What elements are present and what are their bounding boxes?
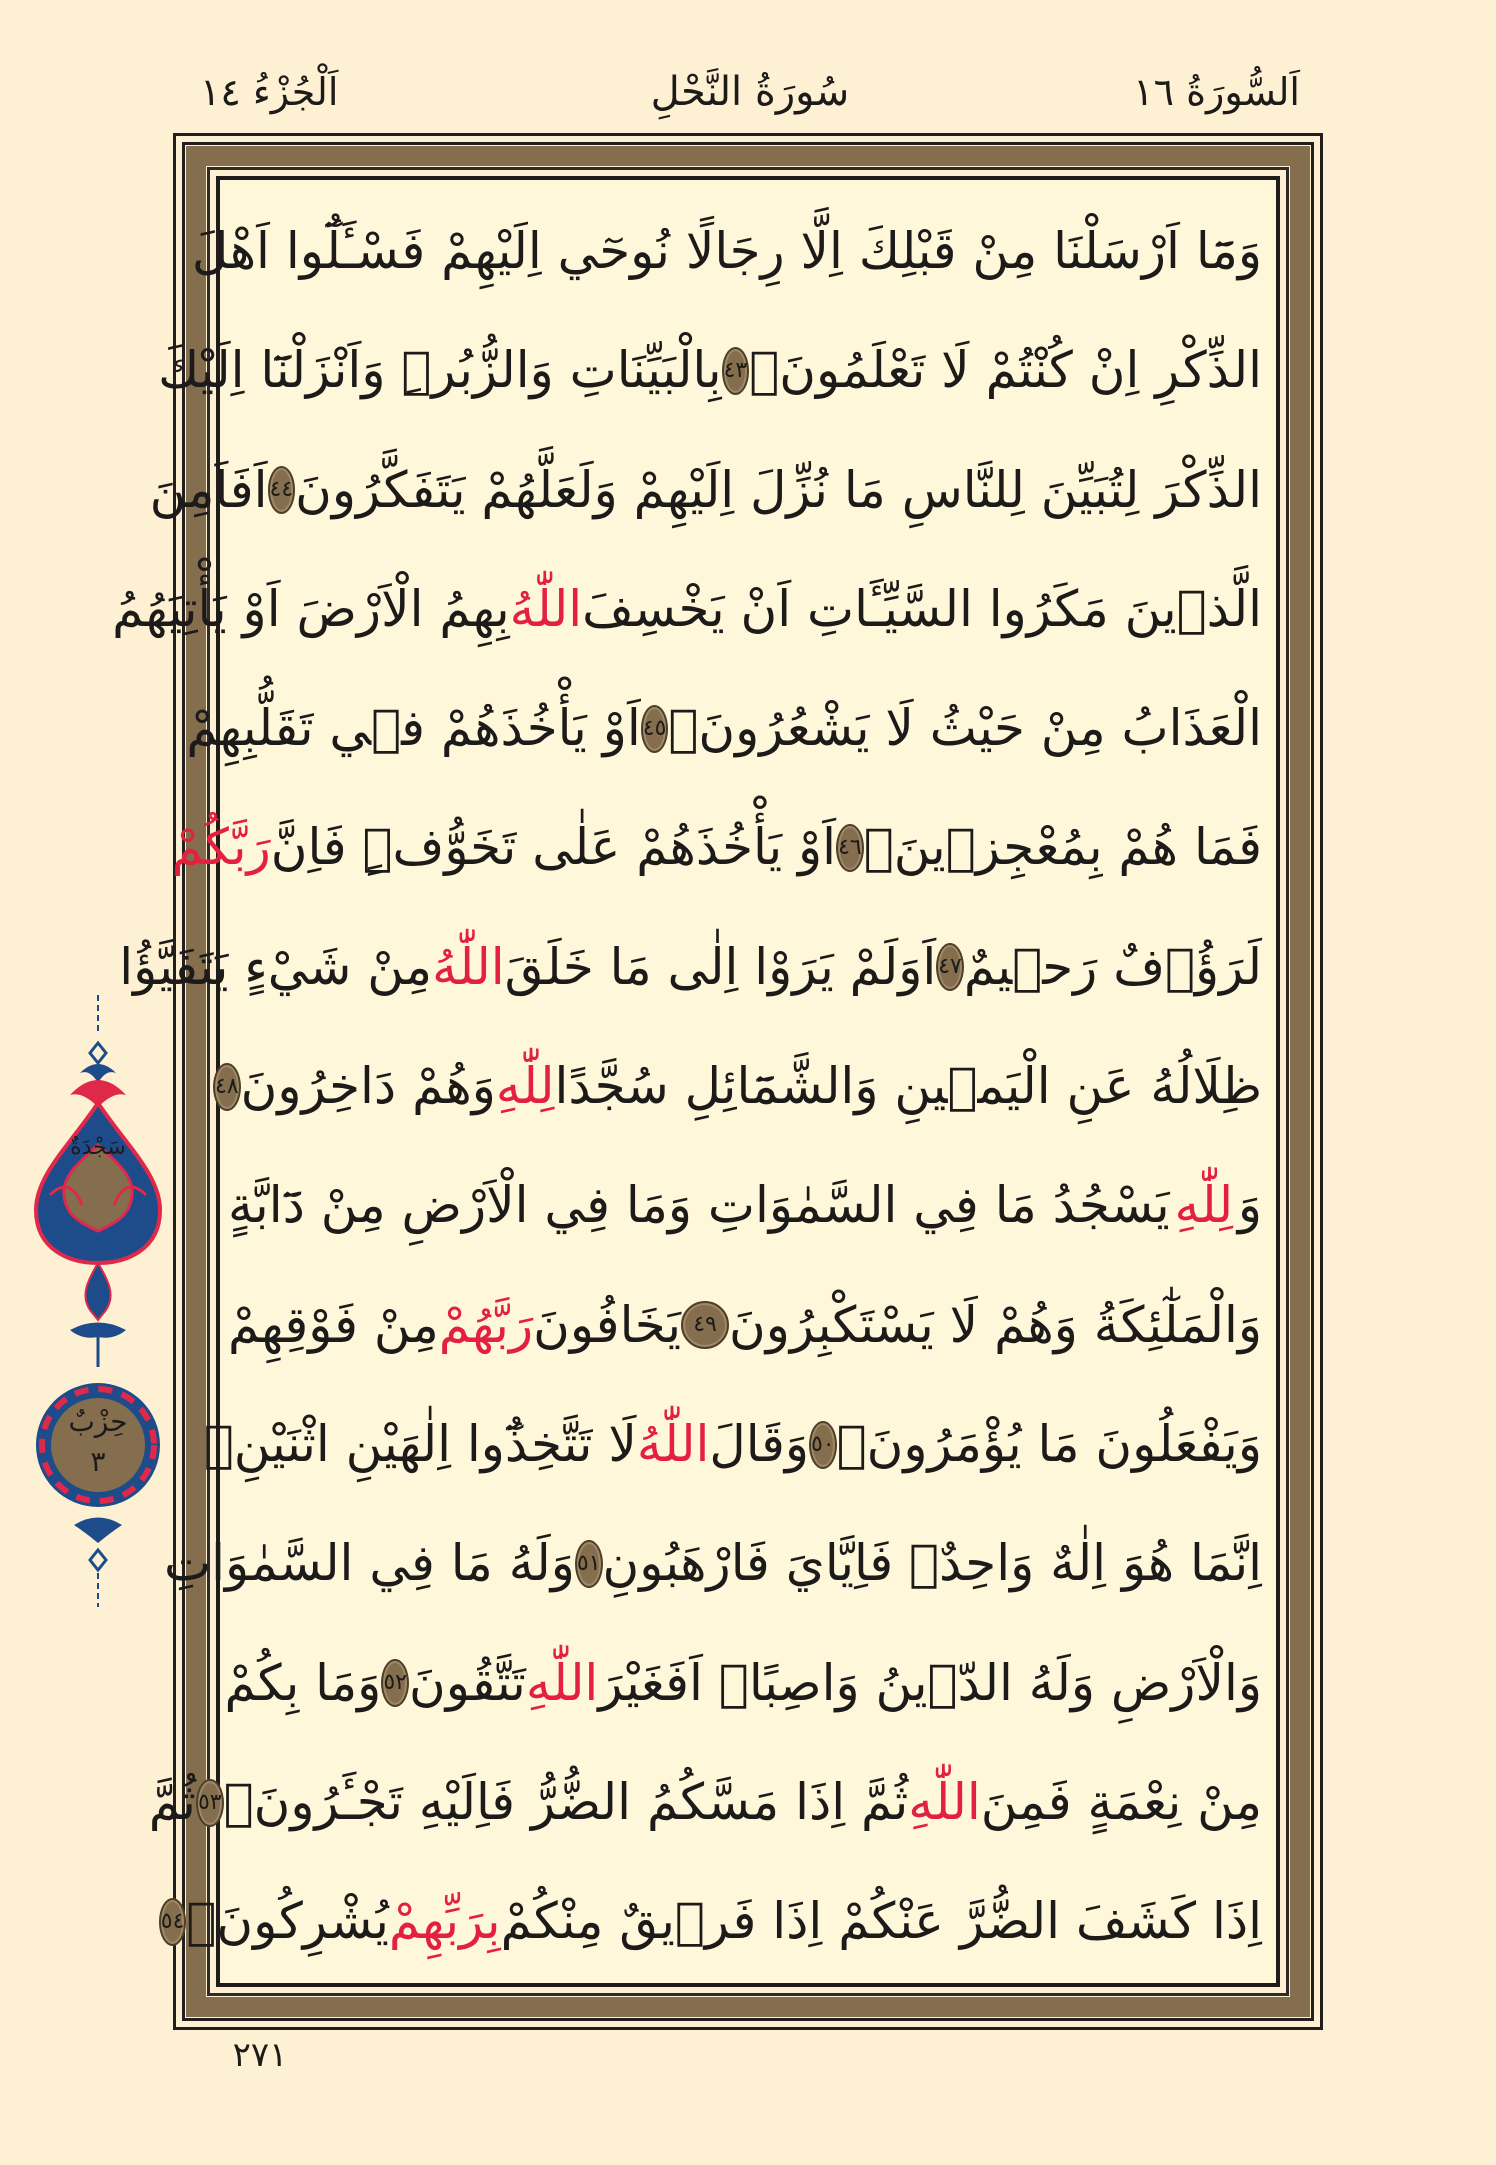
ayah-marker-icon: ٤٩: [681, 1301, 729, 1349]
sajdah-hizb-ornament-icon: [30, 995, 166, 1607]
juz-header: اَلْجُزْءُ ١٤: [200, 70, 339, 114]
ayah-marker-icon: ٥٣: [196, 1779, 224, 1827]
verse-text: مِنْ نِعْمَةٍ فَمِنَ: [980, 1772, 1262, 1831]
ayah-marker-icon: ٤٣: [722, 347, 750, 395]
margin-ornament-sajdah-hizb: [30, 995, 166, 1607]
verse-text: اَوْ يَأْخُذَهُمْ ف۪ي تَقَلُّبِهِمْ: [186, 699, 641, 758]
highlighted-word: رَبَّكُمْ: [171, 818, 271, 877]
verse-text: ثُمَّ: [148, 1772, 196, 1831]
text-line: [112, 550, 1262, 669]
verse-text: تَتَّقُونَ: [408, 1653, 526, 1712]
page-number: ٢٧١: [232, 2035, 288, 2075]
verse-text: الذِّكْرَ لِتُبَيِّنَ لِلنَّاسِ مَا نُزِّلَ اِلَيْهِمْ وَلَعَلَّهُمْ يَتَفَكَّرُونَ: [295, 460, 1262, 519]
ayah-marker-icon: ٤٨: [213, 1063, 241, 1111]
hizb-number: ٣: [90, 1445, 106, 1478]
verse-text: بِهِمُ الْاَرْضَ اَوْ يَأْتِيَهُمُ: [112, 579, 510, 638]
verse-text: وَالْاَرْضِ وَلَهُ الدّ۪ينُ وَاصِبًاۜ اَفَغَيْرَ: [598, 1653, 1262, 1712]
verse-text: اِذَا كَشَفَ الضُّرَّ عَنْكُمْ اِذَا فَر۪يقٌ مِنْكُمْ: [500, 1892, 1262, 1951]
ayah-marker-icon: ٥١: [575, 1540, 603, 1588]
verse-text: اَوَلَمْ يَرَوْا اِلٰى مَا خَلَقَ: [504, 937, 937, 996]
verse-text: فَمَا هُمْ بِمُعْجِز۪ينَۙ: [863, 818, 1262, 877]
highlighted-word: لِلّٰهِ: [1174, 1176, 1234, 1235]
verse-text: وَهُمْ دَاخِرُونَ: [240, 1057, 496, 1116]
verse-text: لَرَؤُ۫فٌ رَح۪يمٌ: [963, 937, 1262, 996]
highlighted-word: لِلّٰهِ: [495, 1057, 555, 1116]
highlighted-word: اللّٰهُ: [636, 1414, 710, 1473]
ayah-marker-icon: ٤٤: [268, 466, 296, 514]
verse-text: ظِلَالُهُ عَنِ الْيَم۪ينِ وَالشَّمَٓائِلِ سُجَّدًا: [554, 1057, 1262, 1116]
verse-text: مِنْ شَيْءٍ يَتَفَيَّؤُا: [119, 937, 433, 996]
verse-text: اِنَّمَا هُوَ اِلٰهٌ وَاحِدٌۚ فَاِيَّايَ فَارْهَبُونِ: [602, 1534, 1262, 1593]
text-line: [191, 192, 1262, 311]
highlighted-word: رَبَّهُمْ: [438, 1295, 534, 1354]
ayah-marker-icon: ٥٠: [809, 1421, 837, 1469]
sajdah-label: سَجْدَةٌ: [70, 1135, 126, 1160]
verse-text: وَالْمَلٰٓئِكَةُ وَهُمْ لَا يَسْتَكْبِرُونَ: [729, 1295, 1262, 1354]
verse-text: ثُمَّ اِذَا مَسَّكُمُ الضُّرُّ فَاِلَيْهِ تَجْـَٔرُونَۚ: [223, 1772, 909, 1831]
verse-text: وَقَالَ: [709, 1414, 809, 1473]
highlighted-word: اللّٰهِ: [525, 1653, 599, 1712]
verse-text: وَيَفْعَلُونَ مَا يُؤْمَرُونَ۠: [836, 1414, 1262, 1473]
verse-text: لَا تَتَّخِذُٓوا اِلٰهَيْنِ اثْنَيْنِۚ: [203, 1414, 637, 1473]
text-line: [186, 669, 1262, 788]
text-line: [119, 908, 1262, 1027]
verse-text: الْعَذَابُ مِنْ حَيْثُ لَا يَشْعُرُونَۙ: [668, 699, 1262, 758]
hizb-label: حِزْبٌ: [68, 1405, 128, 1438]
text-line: [171, 788, 1262, 907]
verse-text: يَسْجُدُ مَا فِي السَّمٰوَاتِ وَمَا فِي الْاَرْضِ مِنْ دَٓابَّةٍ: [228, 1176, 1170, 1235]
surah-number-header: اَلسُّورَةُ ١٦: [1133, 70, 1300, 114]
highlighted-word: اللّٰهُ: [432, 937, 505, 996]
ayah-marker-icon: ٤٧: [936, 943, 964, 991]
text-line: [158, 311, 1262, 430]
verse-text: وَ: [1237, 1176, 1262, 1235]
text-line: [148, 1743, 1262, 1862]
verse-text: اَوْ يَأْخُذَهُمْ عَلٰى تَخَوُّفٍۜ فَاِنَّ: [270, 818, 837, 877]
verse-text: يَخَافُونَ: [533, 1295, 682, 1354]
verse-text: يُشْرِكُونَۙ: [186, 1892, 389, 1951]
surah-name-header: سُورَةُ النَّحْلِ: [650, 69, 850, 115]
text-line: [203, 1385, 1262, 1504]
ayah-marker-icon: ٥٢: [381, 1659, 409, 1707]
ayah-marker-icon: ٥٤: [159, 1898, 187, 1946]
text-line: [160, 1862, 1262, 1981]
text-line: [228, 1146, 1262, 1265]
text-line: [224, 1624, 1262, 1743]
verse-text: مِنْ فَوْقِهِمْ: [228, 1295, 439, 1354]
text-line: [149, 431, 1262, 550]
verse-text: اَفَاَمِنَ: [149, 460, 268, 519]
quran-text: [112, 192, 1262, 1981]
text-line: [215, 1027, 1262, 1146]
ayah-marker-icon: ٤٦: [836, 824, 864, 872]
verse-text: وَلَهُ مَا فِي السَّمٰوَاتِ: [164, 1534, 575, 1593]
highlighted-word: بِرَبِّهِمْ: [388, 1892, 501, 1951]
verse-text: بِالْبَيِّنَاتِ وَالزُّبُرِۜ وَاَنْزَلْنَٓا اِلَيْكَ: [158, 341, 722, 400]
verse-text: وَمَٓا اَرْسَلْنَا مِنْ قَبْلِكَ اِلَّا رِجَالًا نُوحٓي اِلَيْهِمْ فَسْـَٔلُٓوا اَهْلَ: [191, 222, 1262, 280]
verse-text: الذِّكْرِ اِنْ كُنْتُمْ لَا تَعْلَمُونَۙ: [749, 341, 1262, 400]
verse-text: الَّذ۪ينَ مَكَرُوا السَّيِّـَٔاتِ اَنْ يَخْسِفَ: [582, 579, 1262, 638]
text-line: [228, 1266, 1262, 1385]
highlighted-word: اللّٰهِ: [908, 1772, 981, 1831]
text-line: [164, 1504, 1262, 1623]
ayah-marker-icon: ٤٥: [641, 705, 669, 753]
verse-text: وَمَا بِكُمْ: [224, 1653, 382, 1712]
highlighted-word: اللّٰهُ: [509, 579, 583, 638]
